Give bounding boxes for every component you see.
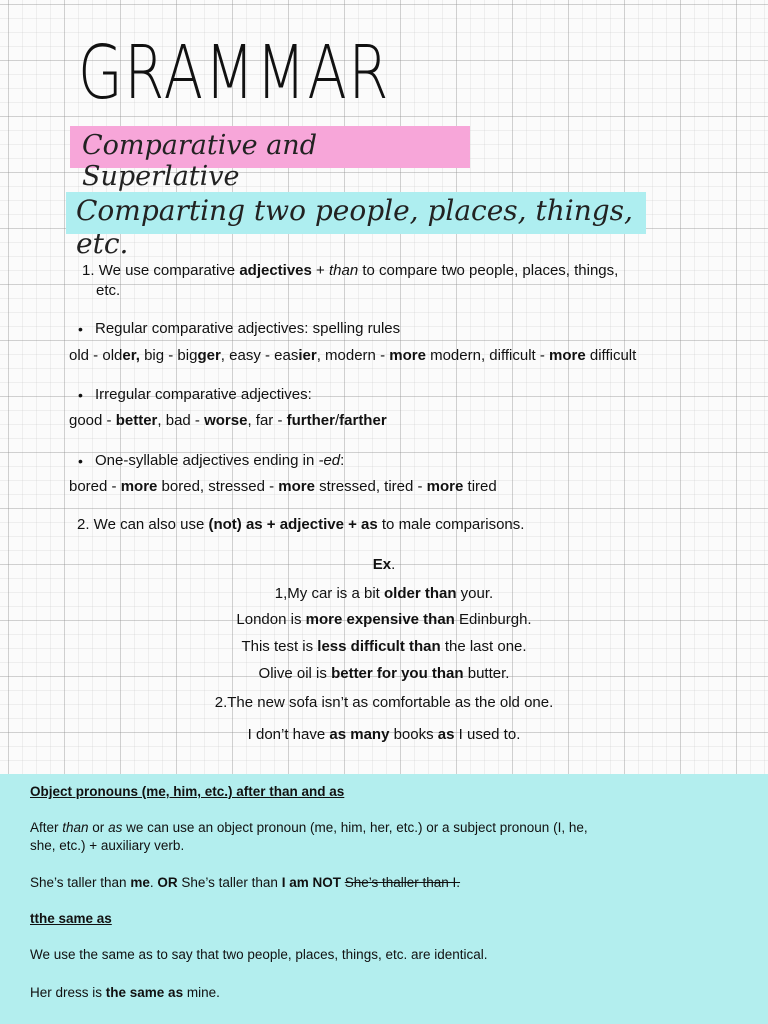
subtitle: Comparative and Superlative	[82, 130, 317, 192]
regular-examples: old - older, big - bigger, easy - easier, modern - more modern, difficult - more difficult	[69, 347, 637, 364]
examples-label: Ex.	[372, 556, 396, 573]
page-title: GRAMMAR	[78, 30, 391, 116]
example-4: Olive oil is better for you than butter.	[258, 665, 510, 682]
same-as-heading: tthe same as	[30, 911, 112, 926]
example-1: 1,My car is a bit older than your.	[274, 585, 494, 602]
subtitle-band	[70, 126, 470, 192]
same-as-paragraph: We use the same as to say that two people, places, things, etc. are identical.	[30, 947, 488, 962]
section-heading-band	[66, 192, 646, 260]
example-5: 2.The new sofa isn’t as comfortable as the old one.	[214, 694, 554, 711]
object-pronouns-panel	[0, 774, 768, 1024]
same-as-example: Her dress is the same as mine.	[30, 985, 220, 1000]
list-item-2: 2. We can also use (not) as + adjective + as to male comparisons.	[77, 516, 525, 533]
example-2: London is more expensive than Edinburgh.	[236, 611, 532, 628]
bullet-irregular: • Irregular comparative adjectives:	[78, 385, 312, 405]
list-item-1: 1. We use comparative adjectives + than to compare two people, places, things, etc.	[82, 262, 619, 299]
example-3: This test is less difficult than the last one.	[241, 638, 527, 655]
bullet-regular: • Regular comparative adjectives: spelling rules	[78, 319, 400, 339]
object-pronouns-heading: Object pronouns (me, him, etc.) after than and as	[30, 784, 345, 799]
object-pronouns-paragraph: After than or as we can use an object pronoun (me, him, her, etc.) or a subject pronoun (I, he, she, etc.) + auxiliary verb.	[30, 820, 588, 853]
bullet-one-syllable: • One-syllable adjectives ending in -ed:	[78, 451, 344, 471]
irregular-examples: good - better, bad - worse, far - further/farther	[69, 412, 387, 429]
section-heading: Comparting two people, places, things, etc.	[76, 194, 633, 260]
one-syllable-examples: bored - more bored, stressed - more stressed, tired - more tired	[69, 478, 497, 495]
example-6: I don’t have as many books as I used to.	[247, 726, 521, 743]
object-pronouns-example: She’s taller than me. OR She’s taller than I am NOT She’s thaller than I.	[30, 875, 461, 890]
